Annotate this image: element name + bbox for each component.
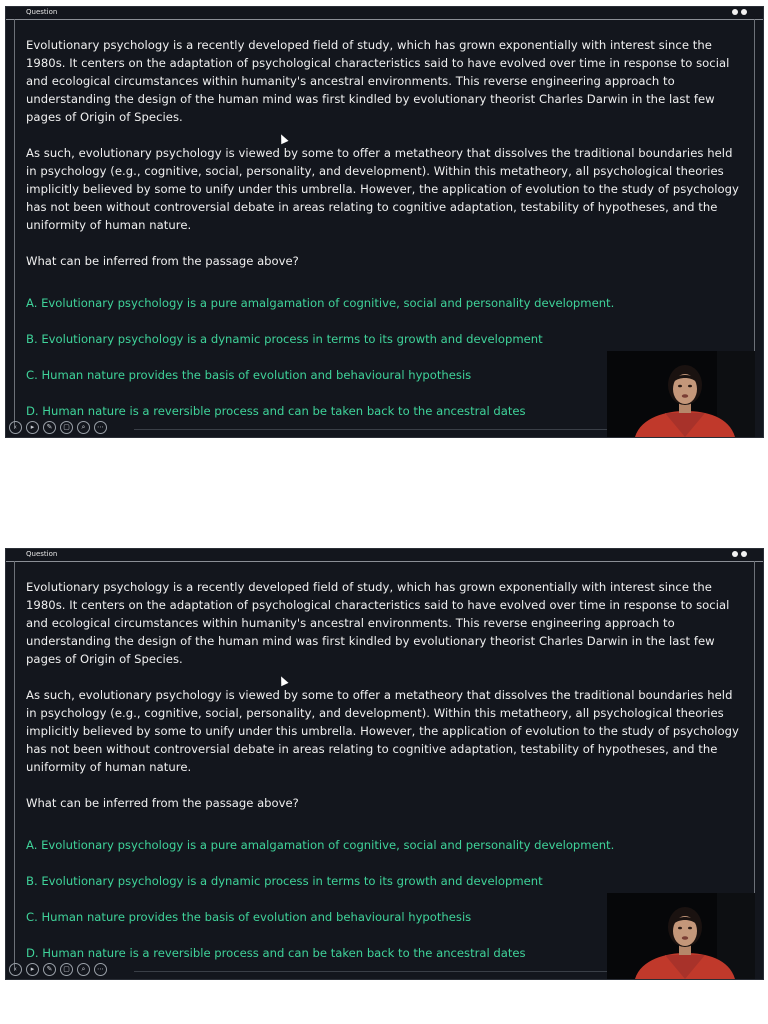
play-icon[interactable]: ▸ <box>26 421 39 434</box>
presenter-webcam <box>607 893 755 979</box>
panel-title: Question <box>26 8 58 16</box>
more-icon[interactable]: ⋯ <box>94 421 107 434</box>
option-a[interactable]: A. Evolutionary psychology is a pure amalgamation of cognitive, social and personality development. <box>26 838 615 852</box>
more-icon[interactable]: ⋯ <box>94 963 107 976</box>
window-menu-dots[interactable] <box>732 9 747 15</box>
question-text: What can be inferred from the passage above? <box>26 254 299 268</box>
dot-icon <box>741 551 747 557</box>
player-controls <box>9 421 107 434</box>
zoom-icon[interactable]: ⌕ <box>77 963 90 976</box>
option-d[interactable]: D. Human nature is a reversible process and can be taken back to the ancestral dates <box>26 404 526 418</box>
window-menu-dots[interactable] <box>732 551 747 557</box>
question-text: What can be inferred from the passage above? <box>26 796 299 810</box>
option-d[interactable]: D. Human nature is a reversible process and can be taken back to the ancestral dates <box>26 946 526 960</box>
back-icon[interactable]: ‹ <box>9 963 22 976</box>
progress-track[interactable] <box>134 429 654 430</box>
presenter-image <box>607 351 755 437</box>
copy-icon[interactable]: ▢ <box>60 963 73 976</box>
presenter-image <box>607 893 755 979</box>
passage-paragraph-2: As such, evolutionary psychology is viewed by some to offer a metatheory that dissolves the traditional boundaries held in psychology (e.g., cognitive, social, personality, and development). Within this metatheory, all psychological theories implicitly believed by some to unify under this umbrella. However, the application of evolution to the study of psychology has not been without controversial debate in areas relating to cognitive adaptation, testability of hypotheses, and the uniformity of human nature. <box>26 146 739 232</box>
option-b[interactable]: B. Evolutionary psychology is a dynamic process in terms to its growth and development <box>26 332 543 346</box>
question-panel-top <box>5 6 764 438</box>
pen-icon[interactable]: ✎ <box>43 421 56 434</box>
option-a[interactable]: A. Evolutionary psychology is a pure amalgamation of cognitive, social and personality development. <box>26 296 615 310</box>
dot-icon <box>732 9 738 15</box>
option-c[interactable]: C. Human nature provides the basis of evolution and behavioural hypothesis <box>26 368 472 382</box>
panel-title: Question <box>26 550 58 558</box>
back-icon[interactable]: ‹ <box>9 421 22 434</box>
dot-icon <box>741 9 747 15</box>
passage-paragraph-2: As such, evolutionary psychology is viewed by some to offer a metatheory that dissolves the traditional boundaries held in psychology (e.g., cognitive, social, personality, and development). Within this metatheory, all psychological theories implicitly believed by some to unify under this umbrella. However, the application of evolution to the study of psychology has not been without controversial debate in areas relating to cognitive adaptation, testability of hypotheses, and the uniformity of human nature. <box>26 688 739 774</box>
player-controls <box>9 963 107 976</box>
presenter-webcam <box>607 351 755 437</box>
dot-icon <box>732 551 738 557</box>
passage-paragraph-1: Evolutionary psychology is a recently developed field of study, which has grown exponentially with interest since the 1980s. It centers on the adaptation of psychological characteristics said to have evolved over time in response to social and ecological circumstances within humanity's ancestral environments. This reverse engineering approach to understanding the design of the human mind was first kindled by evolutionary theorist Charles Darwin in the last few pages of Origin of Species. <box>26 580 730 666</box>
option-b[interactable]: B. Evolutionary psychology is a dynamic process in terms to its growth and development <box>26 874 543 888</box>
progress-track[interactable] <box>134 971 654 972</box>
pen-icon[interactable]: ✎ <box>43 963 56 976</box>
question-panel-bottom <box>5 548 764 980</box>
copy-icon[interactable]: ▢ <box>60 421 73 434</box>
passage-paragraph-1: Evolutionary psychology is a recently developed field of study, which has grown exponentially with interest since the 1980s. It centers on the adaptation of psychological characteristics said to have evolved over time in response to social and ecological circumstances within humanity's ancestral environments. This reverse engineering approach to understanding the design of the human mind was first kindled by evolutionary theorist Charles Darwin in the last few pages of Origin of Species. <box>26 38 730 124</box>
option-c[interactable]: C. Human nature provides the basis of evolution and behavioural hypothesis <box>26 910 472 924</box>
play-icon[interactable]: ▸ <box>26 963 39 976</box>
zoom-icon[interactable]: ⌕ <box>77 421 90 434</box>
